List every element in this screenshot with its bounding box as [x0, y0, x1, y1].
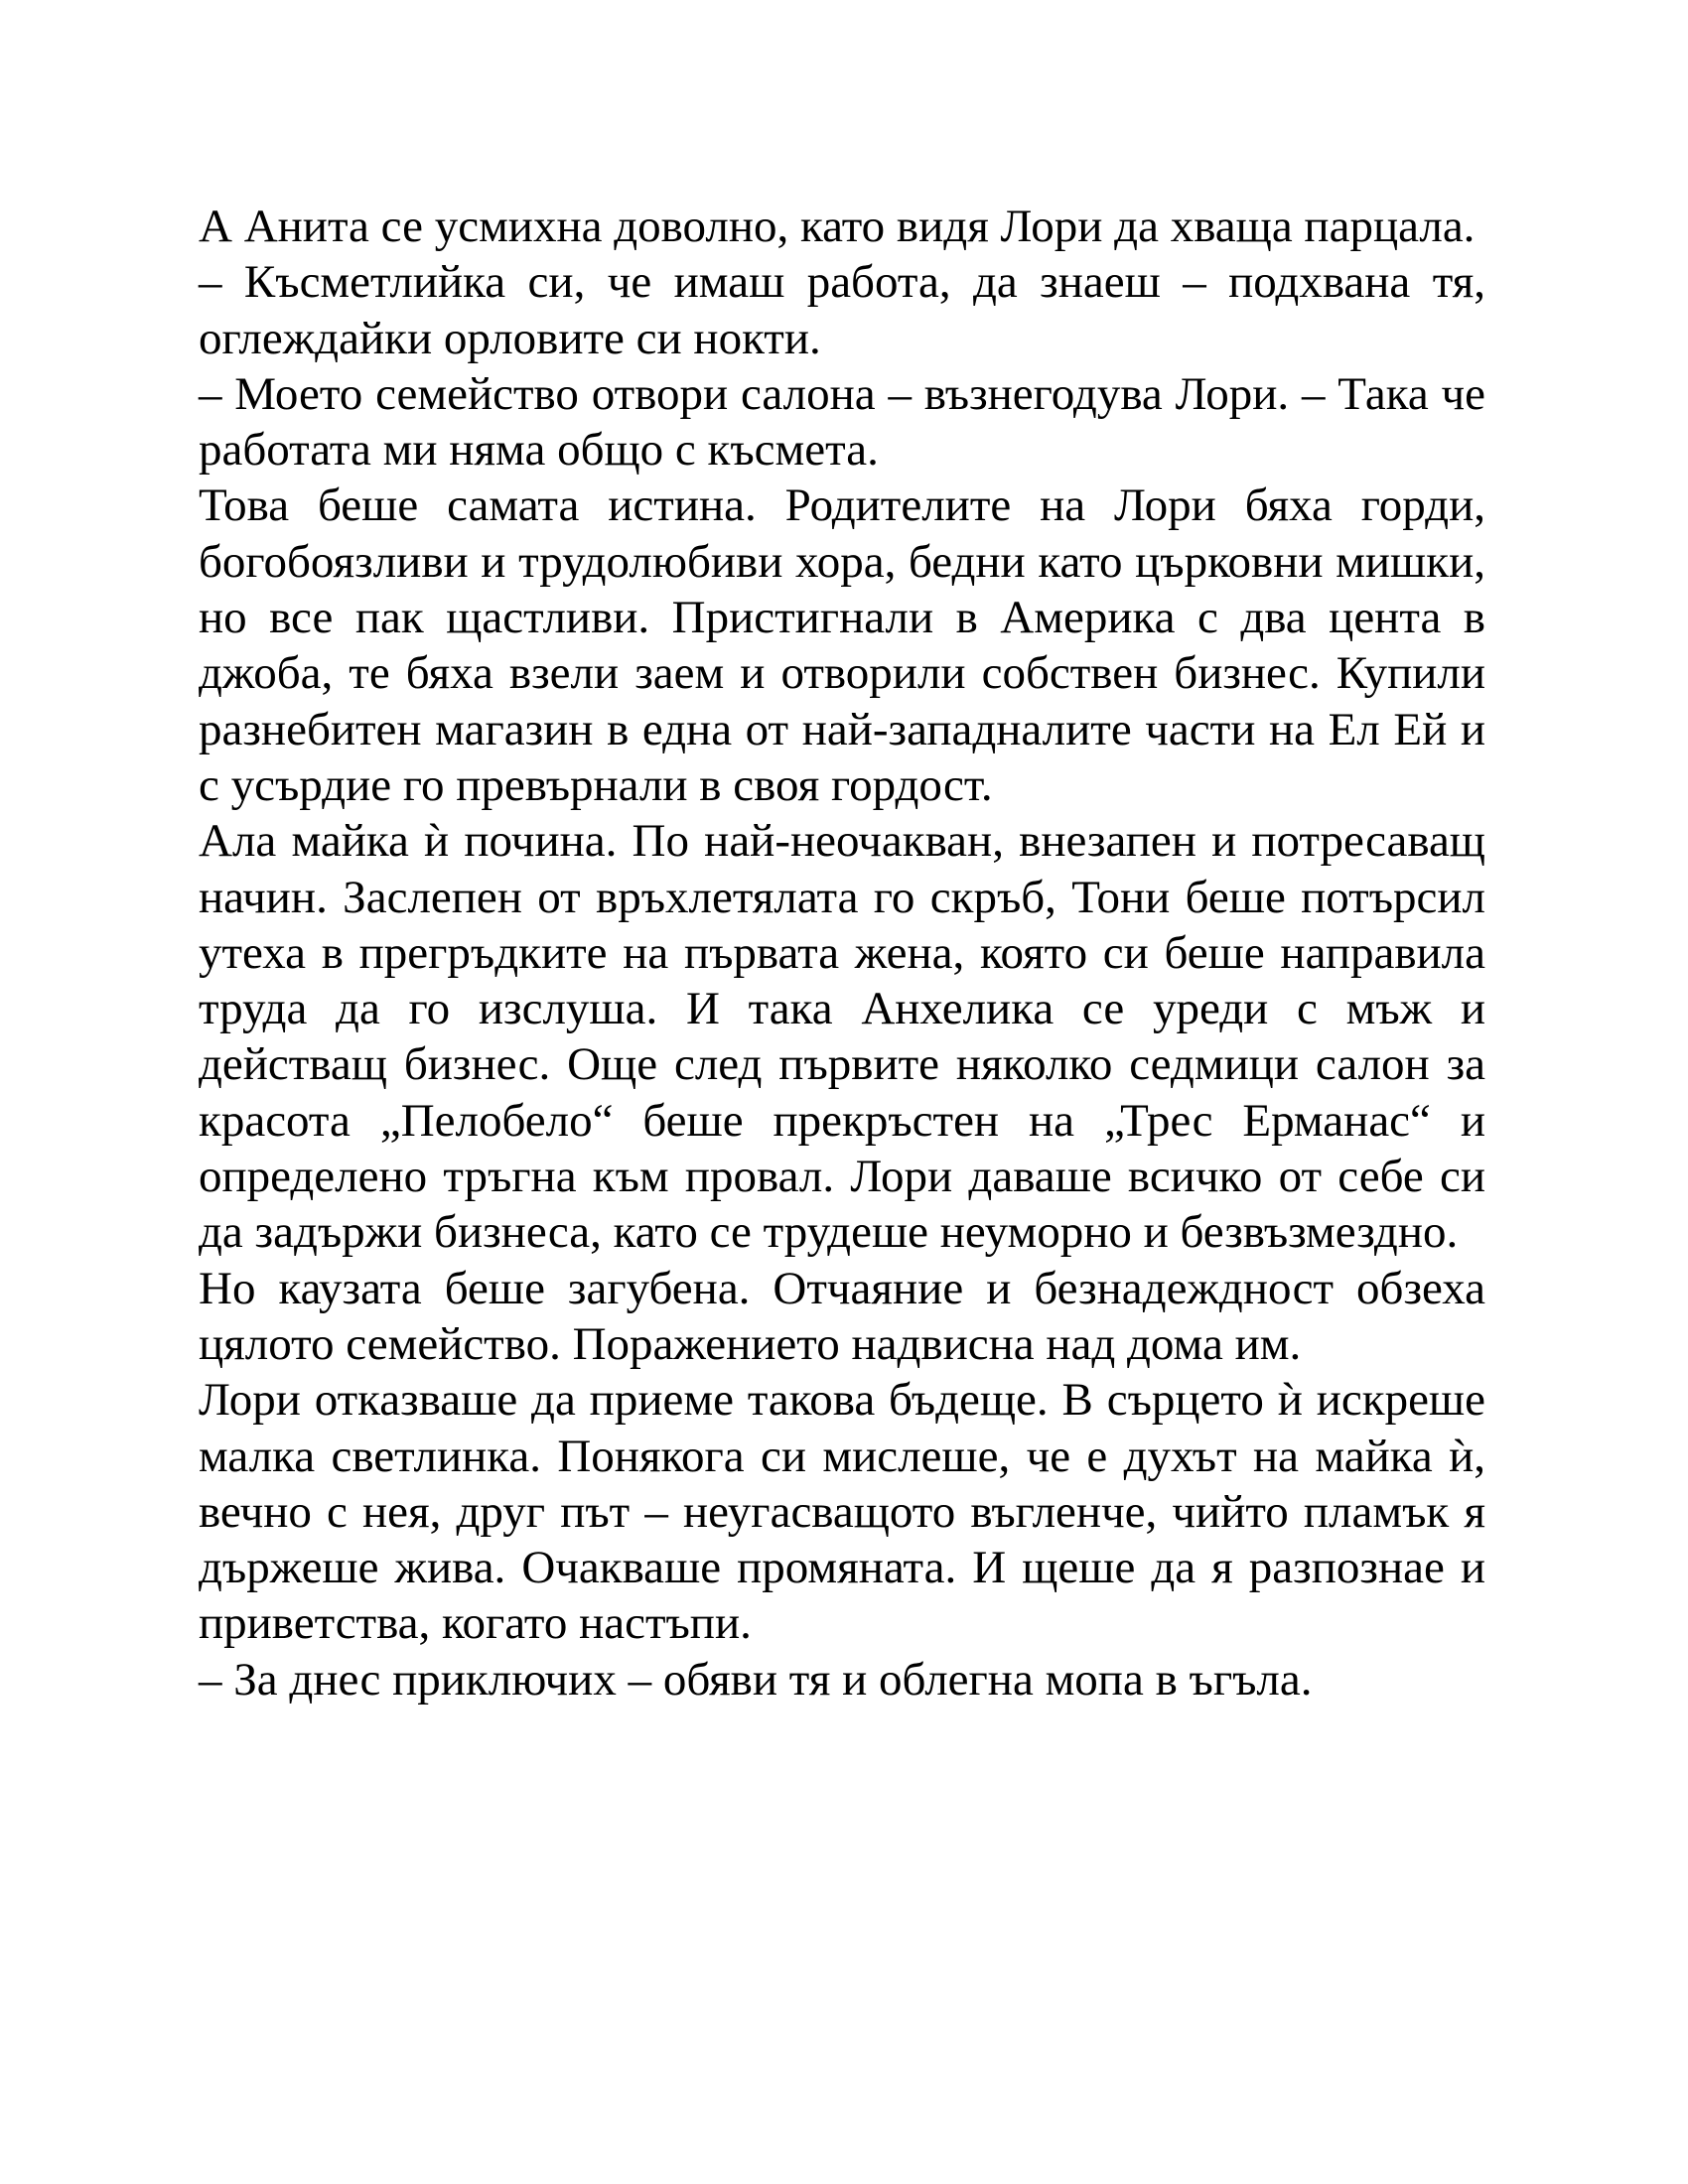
paragraph-4: Това беше самата истина. Родителите на Лори бяха горди, богобоязливи и трудолюбиви хора, бедни като църковни мишки, но все пак щастливи. Пристигнали в Америка с два цента в джоба, те бяха взели заем и отворили собствен бизнес. Купили разнебитен магазин в една от най-западналите части на Ел Ей и с усърдие го превърнали в своя гордост. [199, 479, 1485, 811]
paragraph-8: – За днес приключих – обяви тя и облегна мопа в ъгъла. [199, 1653, 1313, 1706]
paragraph-1: А Анита се усмихна доволно, като видя Лори да хваща парцала. [199, 201, 1476, 252]
paragraph-6: Но каузата беше загубена. Отчаяние и безнадеждност обзеха цялото семейство. Поражението надвисна над дома им. [199, 1262, 1485, 1370]
document-page [199, 199, 1485, 1707]
paragraph-3: – Моето семейство отвори салона – възнегодува Лори. – Така че работата ми няма общо с късмета. [199, 367, 1485, 477]
paragraph-5: Ала майка ѝ почина. По най-неочакван, внезапен и потресаващ начин. Заслепен от връхлетялата го скръб, Тони беше потърсил утеха в прегръдките на първата жена, която си беше направила труда да го изслуша. И така Анхелика се уреди с мъж и действащ бизнес. Още след първите няколко седмици салон за красота „Пелобело“ беше прекръстен на „Трес Ерманас“ и определено тръгна към провал. Лори даваше всичко от себе си да задържи бизнеса, като се трудеше неуморно и безвъзмездно. [199, 815, 1485, 1259]
paragraph-7: Лори отказваше да приеме такова бъдеще. В сърцето ѝ искреше малка светлинка. Понякога си мислеше, че е духът на майка ѝ, вечно с нея, друг път – неугасващото въгленче, чийто пламък я държеше жива. Очакваше промяната. И щеше да я разпознае и приветства, когато настъпи. [199, 1374, 1485, 1650]
paragraph-2: – Късметлийка си, че имаш работа, да знаеш – подхвана тя, оглеждайки орловите си нокти. [199, 256, 1485, 364]
